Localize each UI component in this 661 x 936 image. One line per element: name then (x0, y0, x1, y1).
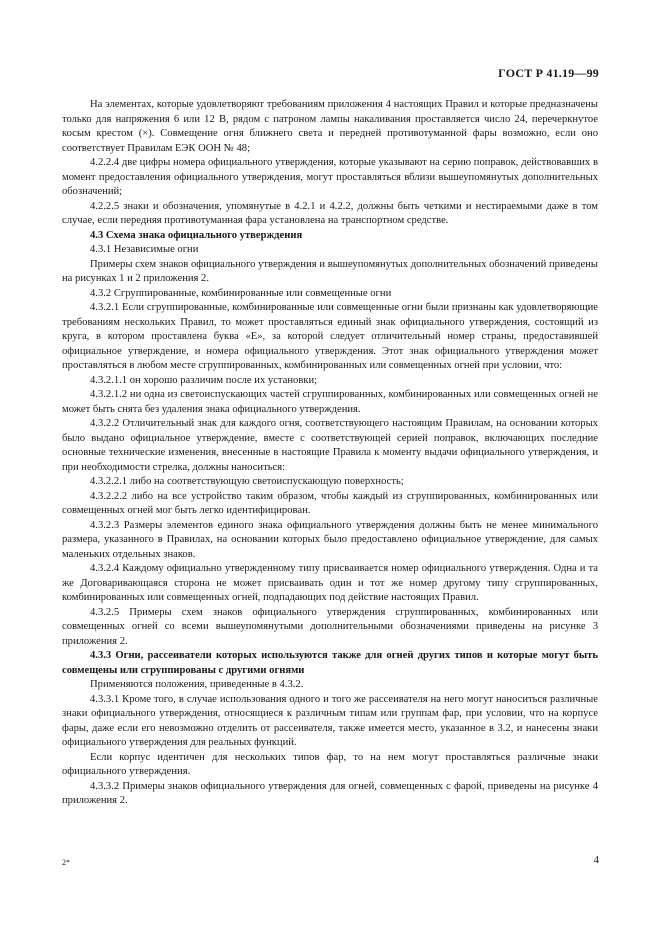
paragraph: 4.3.1 Независимые огни (90, 244, 199, 255)
paragraph: Примеры схем знаков официального утверждения и вышеупомянутых дополнительных обозначений приведены на рисунках 1 и 2 приложения 2. (62, 258, 598, 284)
paragraph: 4.3.2.5 Примеры схем знаков официального утверждения сгруппированных, комбинированных или совмещенных огней со всеми вышеупомянутыми дополнительными обозначениями приведены на рисунке 3 приложения 2. (62, 606, 598, 647)
paragraph: 4.2.2.4 две цифры номера официального утверждения, которые указывают на серию поправок, действовавших в момент предоставления официального утверждения, могут проставляться вблизи вышеупомянутых дополнительных обозначений; (62, 157, 598, 197)
page-number: 4 (593, 854, 599, 866)
section-heading: 4.3 Схема знака официального утверждения (90, 229, 303, 241)
paragraph: 4.3.3.1 Кроме того, в случае использования одного и того же рассеивателя на него могут наноситься различные знаки официального утверждения, относящиеся к различным типам или группам фар, при условии, что на корпусе фары, даже если его невозможно отделить от рассеивателя, также имеется место, указанное в 3.2, и нанесены знаки официального утверждения для реальных функций. (62, 693, 598, 748)
section-heading: 4.3.3 Огни, рассеиватели которых используются также для огней других типов и которые могут быть совмещены или сгруппированы с другими огнями (62, 650, 598, 676)
paragraph: 4.3.2.1.2 ни одна из светоиспускающих частей сгруппированных, комбинированных или совмещенных огней не может быть снята без удаления знака официального утверждения. (62, 389, 598, 415)
paragraph: 4.3.2.2.2 либо на все устройство таким образом, чтобы каждый из сгруппированных, комбинированных или совмещенных огней мог быть легко идентифицирован. (62, 490, 598, 516)
signature-mark: 2* (62, 858, 70, 867)
paragraph: Если корпус идентичен для нескольких типов фар, то на нем могут проставляться различные знаки официального утверждения. (62, 751, 598, 777)
paragraph: Применяются положения, приведенные в 4.3.2. (90, 679, 304, 690)
paragraph: 4.3.2.2.1 либо на соответствующую светоиспускающую поверхность; (90, 476, 404, 487)
paragraph: 4.2.2.5 знаки и обозначения, упомянутые в 4.2.1 и 4.2.2, должны быть четкими и нестираемыми даже в том случае, если передняя противотуманная фара установлена на транспортном средстве. (62, 200, 598, 226)
paragraph: 4.3.3.2 Примеры знаков официального утверждения для огней, совмещенных с фарой, приведены на рисунке 4 приложения 2. (62, 780, 598, 806)
document-code-header: ГОСТ Р 41.19—99 (498, 66, 599, 80)
paragraph: 4.3.2.3 Размеры элементов единого знака официального утверждения должны быть не менее минимального размера, указанного в Правилах, на основании которых было предоставлено официальное утверждение, для самых маленьких отдельных знаков. (62, 519, 598, 560)
paragraph: 4.3.2 Сгруппированные, комбинированные или совмещенные огни (90, 287, 392, 299)
paragraph: На элементах, которые удовлетворяют требованиям приложения 4 настоящих Правил и которые предназначены только для напряжения 6 или 12 В, рядом с патроном лампы накаливания проставляется число 24, перечеркнутое косым крестом (×). Совмещение огня ближнего света и передней противотуманной фары возможно, если оно соответствует Правилам ЕЭК ООН № 48; (62, 99, 598, 154)
paragraph: 4.3.2.1 Если сгруппированные, комбинированные или совмещенные огни были признаны как удовлетворяющие требованиям нескольких Правил, то может проставляться единый знак официального утверждения, состоящий из круга, в котором проставлена буква «Е», за которой следует отличительный номер страны, предоставившей официальное утверждение, и номера официального утверждения. Этот знак официального утверждения может проставляться в любом месте сгруппированных, комбинированных или совмещенных огней при условии, что: (62, 302, 598, 371)
paragraph: 4.3.2.1.1 он хорошо различим после их установки; (90, 374, 318, 386)
document-body (62, 98, 598, 809)
paragraph: 4.3.2.2 Отличительный знак для каждого огня, соответствующего настоящим Правилам, на основании которых было выдано официальное утверждение, вместе с соответствующей серией поправок, включающих последние основные технические изменения, внесенные в настоящие Правила к моменту выдачи официального утверждения, и при необходимости стрелка, должны наноситься: (62, 418, 598, 473)
paragraph: 4.3.2.4 Каждому официально утвержденному типу присваивается номер официального утверждения. Одна и та же Договаривающаяся сторона не может присваивать один и тот же номер другому типу сгруппированных, комбинированных или совмещенных огней, подпадающих под действие настоящих Правил. (62, 563, 598, 603)
